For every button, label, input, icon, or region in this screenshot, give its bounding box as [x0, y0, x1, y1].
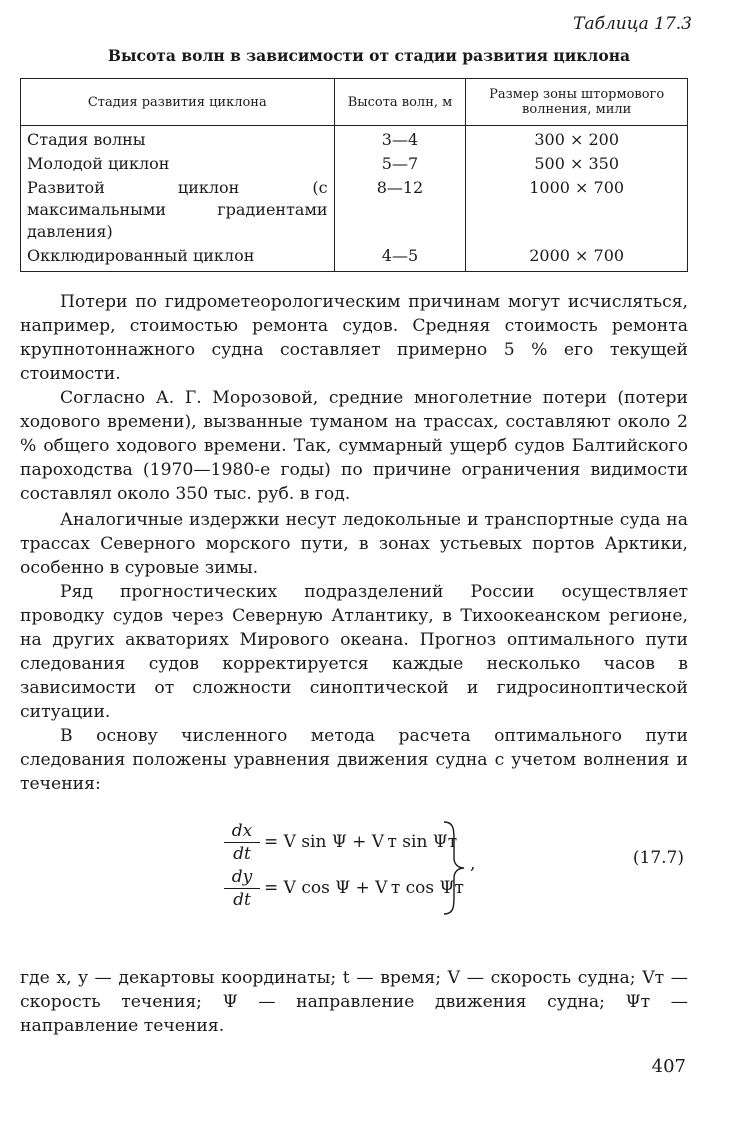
- cell-height: 8—12: [334, 176, 466, 244]
- right-brace-icon: [440, 820, 468, 916]
- cell-stage: Стадия волны: [21, 126, 335, 153]
- fraction-dx-dt: [224, 820, 260, 865]
- cell-size: 2000 × 700: [466, 244, 688, 272]
- table-caption: Высота волн в зависимости от стадии развития циклона: [107, 46, 631, 65]
- wave-height-table: [20, 78, 688, 272]
- cell-size: 300 × 200: [466, 126, 688, 153]
- equation-number: (17.7): [632, 848, 684, 868]
- equation-rhs-1: = V sin Ψ + V т sin Ψт: [264, 832, 458, 852]
- table-header-row: [21, 79, 688, 126]
- header-height: Высота волн, м: [334, 79, 466, 126]
- fraction-denominator: dt: [233, 890, 251, 910]
- fraction-dy-dt: [224, 866, 260, 911]
- cell-height: 5—7: [334, 152, 466, 176]
- table-number: Таблица 17.3: [573, 14, 692, 34]
- table-row: [21, 244, 688, 272]
- fraction-numerator: dy: [224, 866, 260, 889]
- paragraph: Аналогичные издержки несут ледокольные и транспортные суда на трассах Северного морского пути, в зонах устьевых портов Арктики, особенно в суровые зимы.: [20, 510, 688, 578]
- header-stage: Стадия развития циклона: [21, 79, 335, 126]
- cell-height: 4—5: [334, 244, 466, 272]
- cell-stage: Окклюдированный циклон: [21, 244, 335, 272]
- fraction-numerator: dx: [224, 820, 260, 843]
- paragraph: Ряд прогностических подразделений России осуществляет проводку судов через Северную Атлантику, в Тихоокеанском регионе, на других акваториях Мирового океана. Прогноз оптимального пути следования судов корректируется каждые несколько часов в зависимости от сложности синоптической и гидросиноптической ситуации.: [20, 582, 688, 722]
- fraction-denominator: dt: [233, 844, 251, 864]
- cell-height: 3—4: [334, 126, 466, 153]
- cell-size: 1000 × 700: [466, 176, 688, 244]
- paragraph: Согласно А. Г. Морозовой, средние многолетние потери (потери ходового времени), вызванные туманом на трассах, составляют около 2 % общего ходового времени. Так, суммарный ущерб судов Балтийского пароходства (1970—1980-е годы) по причине ограничения видимости составлял около 350 тыс. руб. в год.: [20, 388, 688, 504]
- page-number: 407: [651, 1056, 686, 1077]
- equation-comma: ,: [470, 854, 476, 874]
- paragraph: В основу численного метода расчета оптимального пути следования положены уравнения движения судна с учетом волнения и течения:: [20, 726, 688, 794]
- header-size: Размер зоны штормового волнения, мили: [466, 79, 688, 126]
- cell-stage: Молодой циклон: [21, 152, 335, 176]
- table-row: [21, 152, 688, 176]
- paragraph: Потери по гидрометеорологическим причинам могут исчисляться, например, стоимостью ремонта судов. Средняя стоимость ремонта крупнотоннажного судна составляет примерно 5 % его текущей стоимости.: [20, 292, 688, 384]
- equation-rhs-2: = V cos Ψ + V т cos Ψт: [264, 878, 464, 898]
- cell-size: 500 × 350: [466, 152, 688, 176]
- table-row: [21, 126, 688, 153]
- cell-stage: Развитой циклон (с максимальными градиентами давления): [21, 176, 335, 244]
- equation-17-7: [224, 820, 484, 920]
- table-row: [21, 176, 688, 244]
- variables-explanation: где x, y — декартовы координаты; t — время; V — скорость судна; Vт — скорость течения; Ψ — направление движения судна; Ψт — направление течения.: [20, 968, 688, 1036]
